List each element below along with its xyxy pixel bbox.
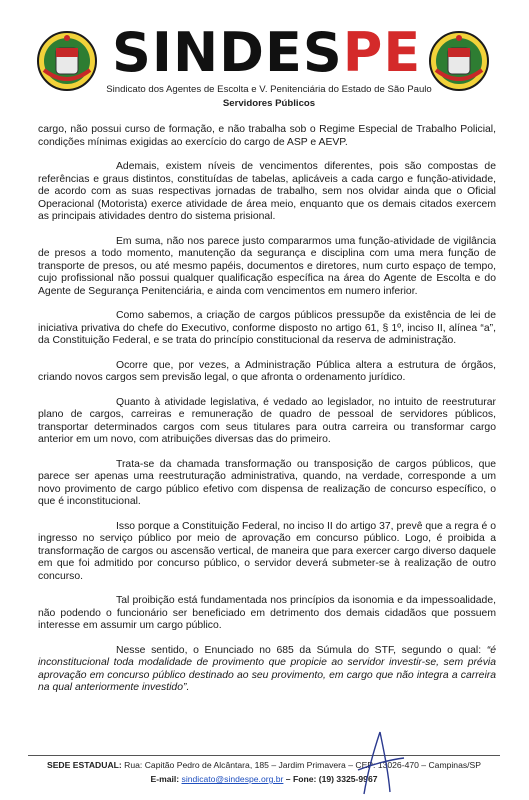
phone-label: – Fone: [283, 774, 319, 784]
email-label: E-mail: [150, 774, 182, 784]
paragraph: Tal proibição está fundamentada nos princípios da isonomia e da impessoalidade, não podendo o funcionário ser beneficiado em detrimento dos demais cidadãos que possuem interesse em assumir um cargo público. [38, 595, 496, 631]
document-body [38, 124, 496, 707]
phone-number: (19) 3325-9967 [318, 774, 378, 784]
paragraph: Ocorre que, por vezes, a Administração Pública altera a estrutura de órgãos, criando novos cargos sem previsão legal, o que afronta o ordenamento jurídico. [38, 359, 496, 383]
paragraph: Isso porque a Constituição Federal, no inciso II do artigo 37, prevê que a regra é o ingresso no serviço público por meio de aprovação em concurso público. Logo, é proibida a transformação de cargos ou ascensão vertical, de maneira que para exercer cargo diverso daquele em que foi admitido por concurso público, o servidor deverá submeter-se à realização de outro concurso. [38, 520, 496, 582]
letterhead [0, 0, 529, 122]
paragraph: Como sabemos, a criação de cargos públicos pressupõe da existência de lei de iniciativa privativa do chefe do Executivo, conforme disposto no artigo 61, § 1º, inciso II, alínea “a”, da Constituição Federal, e se trata do princípio constitucional da reserva de administração. [38, 310, 496, 346]
footer-address [28, 760, 500, 770]
organization-name: Sindicato dos Agentes de Escolta e V. Penitenciária do Estado de São Paulo [106, 84, 432, 95]
paragraph: Quanto à atividade legislativa, é vedado ao legislador, no intuito de reestruturar plano de cargos, carreiras e remuneração de quadro de pessoal de servidores públicos, transportar determinados cargos com seus titulares para outra carreira ou transformar cargo anterior em um novo, com atribuições diversas das do primeiro. [38, 396, 496, 445]
address-text: Rua: Capitão Pedro de Alcântara, 185 – Jardim Primavera – CEP: 13026-470 – Campinas/SP [121, 760, 482, 770]
paragraph-quote [38, 645, 496, 695]
paragraph: Em suma, não nos parece justo compararmos uma função-atividade de vigilância de presos a todo momento, manutenção da segurança e disciplina com uma mera função de transporte de presos, ou até mesmo papéis, documentos e diretores, num curto espaço de tempo, cujo profissional não possui qualquer qualificação específica na área do Agente de Escolta e do Agente de Segurança Penitenciária, e ainda com vencimentos em numero inferior. [38, 235, 496, 297]
union-logo: SINDESPE [112, 21, 422, 84]
footer-divider [28, 755, 500, 756]
email-link[interactable]: sindicato@sindespe.org.br [181, 774, 284, 784]
address-label: SEDE ESTADUAL: [46, 760, 122, 770]
stf-quote: “é inconstitucional toda modalidade de provimento que propicie ao servidor investir-se, sem prévia aprovação em concurso público destinado ao seu provimento, em cargo que não integra a carreira na qual anteriormente investido”. [38, 644, 496, 693]
paragraph: Trata-se da chamada transformação ou transposição de cargos públicos, que parece ser apenas uma reestruturação administrativa, quando, na verdade, corresponde a um novo provimento de cargo público efetivo com dispensa de realização de concurso específico, o que é inconstitucional. [38, 458, 496, 507]
footer-contact [28, 774, 500, 784]
quote-intro: Nesse sentido, o Enunciado no 685 da Súmula do STF, segundo o qual: [116, 644, 487, 656]
paragraph: Ademais, existem níveis de vencimentos diferentes, pois são compostas de referências e graus distintos, constituídas de tabelas, aplicáveis a cada cargo e função-atividade, de acordo com as suas respectivas jornadas de trabalho, sem nos olvidar ainda que o Oficial Operacional (Motorista) exerce atividade de área meio, enquanto que os demais citados exercem as principais atividades dentro do sistema prisional. [38, 161, 496, 222]
handwritten-signature-icon [344, 730, 414, 796]
state-coat-of-arms-icon [36, 30, 98, 92]
organization-subtitle: Servidores Públicos [222, 98, 316, 109]
paragraph: cargo, não possui curso de formação, e não trabalha sob o Regime Especial de Trabalho Policial, condições mínimas exigidas ao exercício do cargo de ASP e AEVP. [38, 124, 496, 148]
state-coat-of-arms-icon [428, 30, 490, 92]
